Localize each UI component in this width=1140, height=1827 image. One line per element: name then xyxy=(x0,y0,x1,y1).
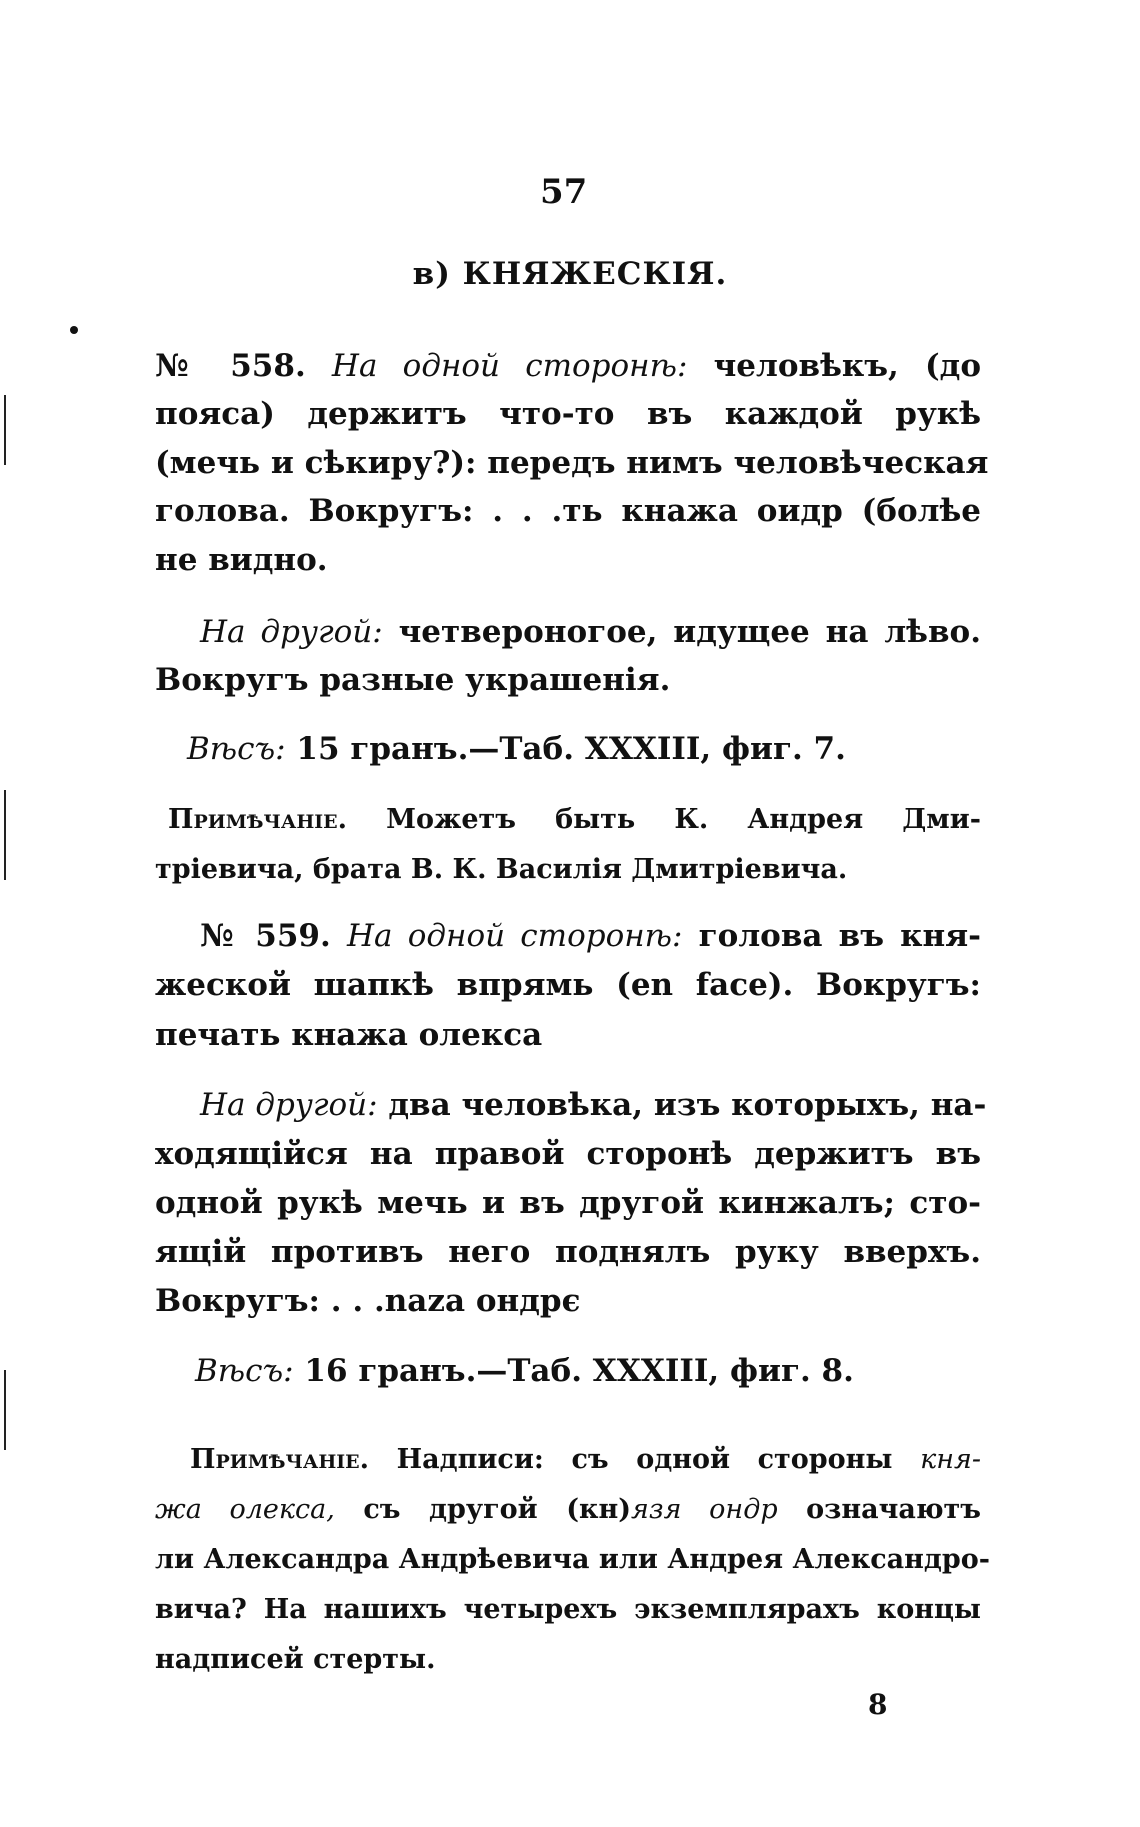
entry-558-obverse-line-2: Вокругъ разные украшенія. xyxy=(155,662,671,698)
entry-number: № 558. xyxy=(155,348,306,384)
side-label: На одной сторонѣ: xyxy=(331,348,688,384)
entry-559-line-1 xyxy=(200,916,981,956)
entry-559-obverse-line-5: Вокругъ: . . .naza ондрє xyxy=(155,1283,581,1319)
weight-label: Вѣсъ: xyxy=(195,1353,294,1389)
entry-559-weight xyxy=(195,1351,1021,1391)
entry-558-line-1 xyxy=(155,346,981,386)
scan-speck xyxy=(70,326,78,334)
note-text: съ другой (кн) xyxy=(363,1494,632,1525)
description-text: два человѣка, изъ которыхъ, на- xyxy=(388,1087,987,1123)
scan-edge-line xyxy=(4,395,6,465)
note-label: Примѣчаніе. xyxy=(168,804,348,835)
note-italic-text: жа олекса, xyxy=(155,1494,335,1525)
entry-558-line-4: голова. Вокругъ: . . .ть кнажа оидр (болѣе xyxy=(155,493,981,529)
entry-559-note-line-3: ли Александра Андрѣевича или Андрея Александро- xyxy=(155,1544,990,1575)
entry-559-note-line-1 xyxy=(190,1440,981,1480)
entry-559-note-line-5: надписей стерты. xyxy=(155,1644,436,1675)
weight-value: 16 гранъ.—Таб. XXXIII, фиг. 8. xyxy=(304,1353,854,1389)
note-text: Надписи: съ одной стороны xyxy=(396,1444,893,1475)
note-italic-text: кня- xyxy=(920,1444,981,1475)
signature-mark: 8 xyxy=(868,1688,888,1721)
section-heading: в) КНЯЖЕСКІЯ. xyxy=(412,256,728,292)
entry-558-note-line-2: тріевича, брата В. К. Василія Дмитріевича. xyxy=(155,854,848,885)
page-number: 57 xyxy=(540,172,588,212)
entry-558-line-3: (мечь и сѣкиру?): передъ нимъ человѣческая xyxy=(155,445,989,481)
description-text: человѣкъ, (до xyxy=(713,348,981,384)
entry-559-obverse-line-3: одной рукѣ мечь и въ другой кинжалъ; сто- xyxy=(155,1185,981,1221)
entry-559-obverse-line-1 xyxy=(200,1085,987,1125)
entry-number: № 559. xyxy=(200,918,331,954)
note-text: означаютъ xyxy=(806,1494,981,1525)
note-text: Можетъ быть К. Андрея Дми- xyxy=(386,804,981,835)
entry-559-obverse-line-4: ящій противъ него поднялъ руку вверхъ. xyxy=(155,1234,981,1270)
description-text: голова въ кня- xyxy=(698,918,981,954)
entry-558-obverse-line-1 xyxy=(200,612,981,652)
note-italic-text: язя ондр xyxy=(631,1494,778,1525)
note-label: Примѣчаніе. xyxy=(190,1444,370,1475)
entry-559-line-3: печать кнажа олекса xyxy=(155,1017,543,1053)
entry-559-note-line-2 xyxy=(155,1490,981,1530)
scan-edge-line xyxy=(4,790,6,880)
weight-label: Вѣсъ: xyxy=(187,731,286,767)
entry-558-note-line-1 xyxy=(168,800,981,840)
side-label: На одной сторонѣ: xyxy=(346,918,683,954)
side-label: На другой: xyxy=(200,1087,378,1123)
entry-559-note-line-4: вича? На нашихъ четырехъ экземплярахъ концы xyxy=(155,1594,981,1625)
scan-edge-line xyxy=(4,1370,6,1450)
description-text: четвероногое, идущее на лѣво. xyxy=(398,614,981,650)
entry-558-line-5: не видно. xyxy=(155,542,328,578)
entry-559-obverse-line-2: ходящійся на правой сторонѣ держитъ въ xyxy=(155,1136,981,1172)
weight-value: 15 гранъ.—Таб. XXXIII, фиг. 7. xyxy=(296,731,846,767)
entry-558-line-2: пояса) держитъ что-то въ каждой рукѣ xyxy=(155,396,981,432)
entry-558-weight xyxy=(187,729,1013,769)
entry-559-line-2: жеской шапкѣ впрямь (en face). Вокругъ: xyxy=(155,967,981,1003)
side-label: На другой: xyxy=(200,614,383,650)
